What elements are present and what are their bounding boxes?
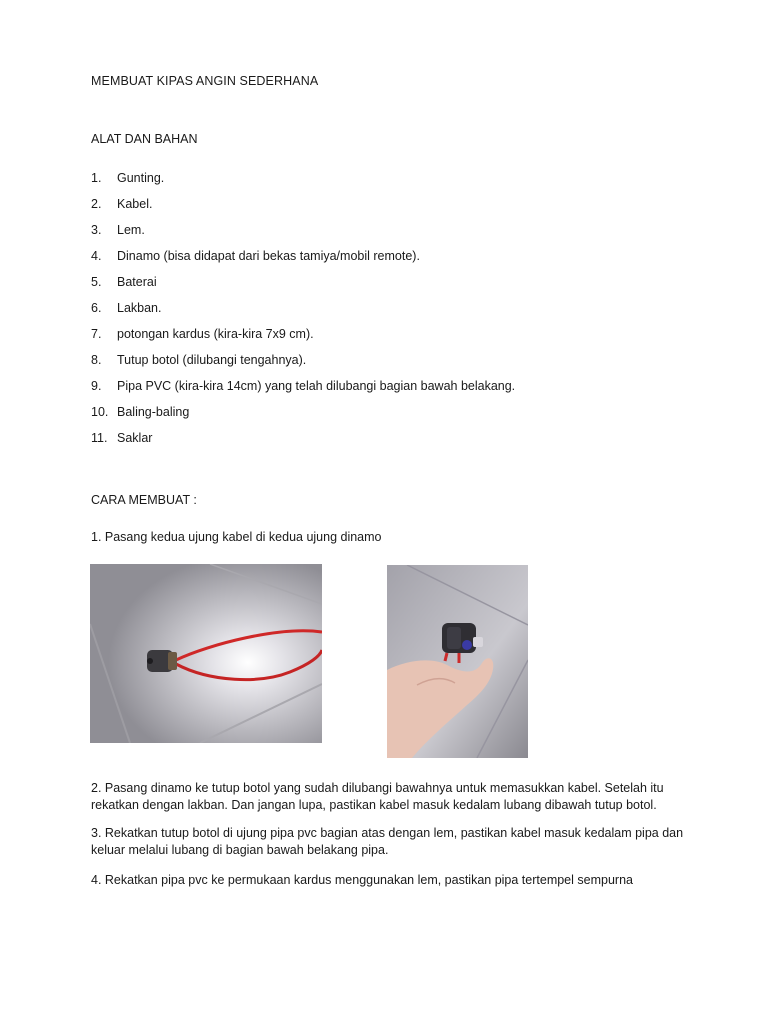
list-number: 10.: [91, 405, 109, 419]
step-1: 1. Pasang kedua ujung kabel di kedua ujung dinamo: [91, 530, 382, 544]
list-item-text: Lakban.: [117, 301, 162, 315]
steps-heading: CARA MEMBUAT :: [91, 493, 197, 507]
list-number: 3.: [91, 223, 102, 237]
list-item-text: Pipa PVC (kira-kira 14cm) yang telah dilubangi bagian bawah belakang.: [117, 379, 516, 393]
list-number: 8.: [91, 353, 102, 367]
list-item-text: Baling-baling: [117, 405, 190, 419]
list-item: [91, 274, 515, 300]
list-item: [91, 430, 515, 456]
list-item: [91, 326, 515, 352]
list-number: 7.: [91, 327, 102, 341]
list-item-text: Saklar: [117, 431, 153, 445]
list-item-text: Dinamo (bisa didapat dari bekas tamiya/mobil remote).: [117, 249, 420, 263]
list-number: 5.: [91, 275, 102, 289]
list-number: 2.: [91, 197, 102, 211]
list-item: [91, 222, 515, 248]
list-item-text: potongan kardus (kira-kira 7x9 cm).: [117, 327, 314, 341]
step-2: 2. Pasang dinamo ke tutup botol yang sudah dilubangi bawahnya untuk memasukkan kabel. Setelah itu rekatkan dengan lakban. Dan jangan lupa, pastikan kabel masuk kedalam lubang dibawah tutup botol.: [91, 781, 664, 812]
list-item: [91, 378, 515, 404]
tools-heading: ALAT DAN BAHAN: [91, 132, 198, 146]
list-number: 4.: [91, 249, 102, 263]
list-item: [91, 300, 515, 326]
list-item: [91, 248, 515, 274]
photo-dinamo-with-wire: [90, 564, 322, 743]
step-4: 4. Rekatkan pipa pvc ke permukaan kardus menggunakan lem, pastikan pipa tertempel sempurna: [91, 873, 633, 887]
step-3: 3. Rekatkan tutup botol di ujung pipa pvc bagian atas dengan lem, pastikan kabel masuk kedalam pipa dan keluar melalui lubang di bagian bawah belakang pipa.: [91, 826, 684, 857]
list-item-text: Kabel.: [117, 197, 153, 211]
list-item: [91, 170, 515, 196]
list-item-text: Tutup botol (dilubangi tengahnya).: [117, 353, 307, 367]
list-number: 6.: [91, 301, 102, 315]
list-item-text: Gunting.: [117, 171, 165, 185]
list-item-text: Baterai: [117, 275, 157, 289]
list-item: [91, 404, 515, 430]
list-number: 1.: [91, 171, 102, 185]
list-number: 11.: [91, 431, 108, 445]
list-item-text: Lem.: [117, 223, 145, 237]
list-item: [91, 352, 515, 378]
photo-hand-holding-dinamo: [387, 565, 528, 758]
tools-list: [91, 170, 515, 456]
list-item: [91, 196, 515, 222]
list-number: 9.: [91, 379, 102, 393]
document-title: MEMBUAT KIPAS ANGIN SEDERHANA: [91, 74, 319, 88]
